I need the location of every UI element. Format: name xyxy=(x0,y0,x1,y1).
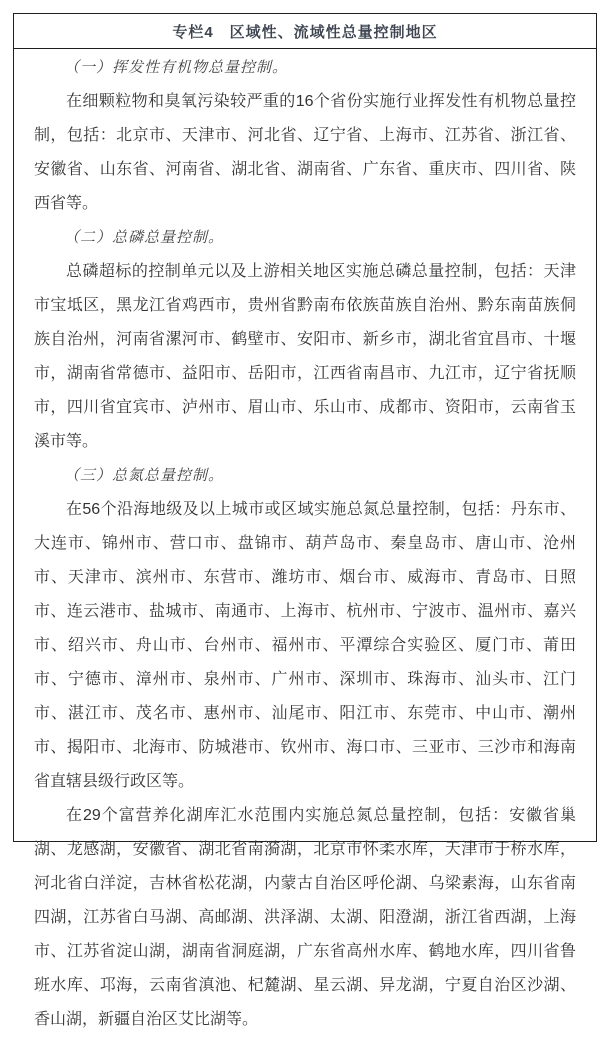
section-2-body: 总磷超标的控制单元以及上游相关地区实施总磷总量控制，包括：天津市宝坻区，黑龙江省鸡西市，贵州省黔南布依族苗族自治州、黔东南苗族侗族自治州，河南省漯河市、鹤壁市、安阳市、新乡市，湖北省宜昌市、十堰市，湖南省常德市、益阳市、岳阳市，江西省南昌市、九江市，辽宁省抚顺市，四川省宜宾市、泸州市、眉山市、乐山市、成都市、资阳市，云南省玉溪市等。 xyxy=(34,263,576,450)
panel-title: 专栏4 区域性、流域性总量控制地区 xyxy=(172,23,438,41)
panel-header xyxy=(14,14,596,49)
column-4-panel xyxy=(13,13,597,1028)
section-3-heading: （三）总氮总量控制。 xyxy=(64,468,225,484)
section-3-body-cities: 在56个沿海地级及以上城市或区域实施总氮总量控制，包括：丹东市、大连市、锦州市、营口市、盘锦市、葫芦岛市、秦皇岛市、唐山市、沧州市、天津市、滨州市、东营市、潍坊市、烟台市、威海市、青岛市、日照市、连云港市、盐城市、南通市、上海市、杭州市、宁波市、温州市、嘉兴市、绍兴市、舟山市、台州市、福州市、平潭综合实验区、厦门市、莆田市、宁德市、漳州市、泉州市、广州市、深圳市、珠海市、汕头市、江门市、湛江市、茂名市、惠州市、汕尾市、阳江市、东莞市、中山市、潮州市、揭阳市、北海市、防城港市、钦州市、海口市、三亚市、三沙市和海南省直辖县级行政区等。 xyxy=(34,501,576,790)
section-3-body-lakes: 在29个富营养化湖库汇水范围内实施总氮总量控制，包括：安徽省巢湖、龙感湖，安徽省、湖北省南漪湖，北京市怀柔水库，天津市于桥水库，河北省白洋淀，吉林省松花湖，内蒙古自治区呼伦湖、乌梁素海，山东省南四湖，江苏省白马湖、高邮湖、洪泽湖、太湖、阳澄湖，浙江省西湖，上海市、江苏省淀山湖，湖南省洞庭湖，广东省高州水库、鹤地水库，四川省鲁班水库、邛海，云南省滇池、杞麓湖、星云湖、异龙湖，宁夏自治区沙湖、香山湖，新疆自治区艾比湖等。 xyxy=(34,807,576,1028)
section-2-heading: （二）总磷总量控制。 xyxy=(64,230,225,246)
panel-body xyxy=(14,49,596,1037)
section-1-body: 在细颗粒物和臭氧污染较严重的16个省份实施行业挥发性有机物总量控制，包括：北京市、天津市、河北省、辽宁省、上海市、江苏省、浙江省、安徽省、山东省、河南省、湖北省、湖南省、广东省、重庆市、四川省、陕西省等。 xyxy=(34,93,576,212)
section-1-heading: （一）挥发性有机物总量控制。 xyxy=(64,60,289,76)
